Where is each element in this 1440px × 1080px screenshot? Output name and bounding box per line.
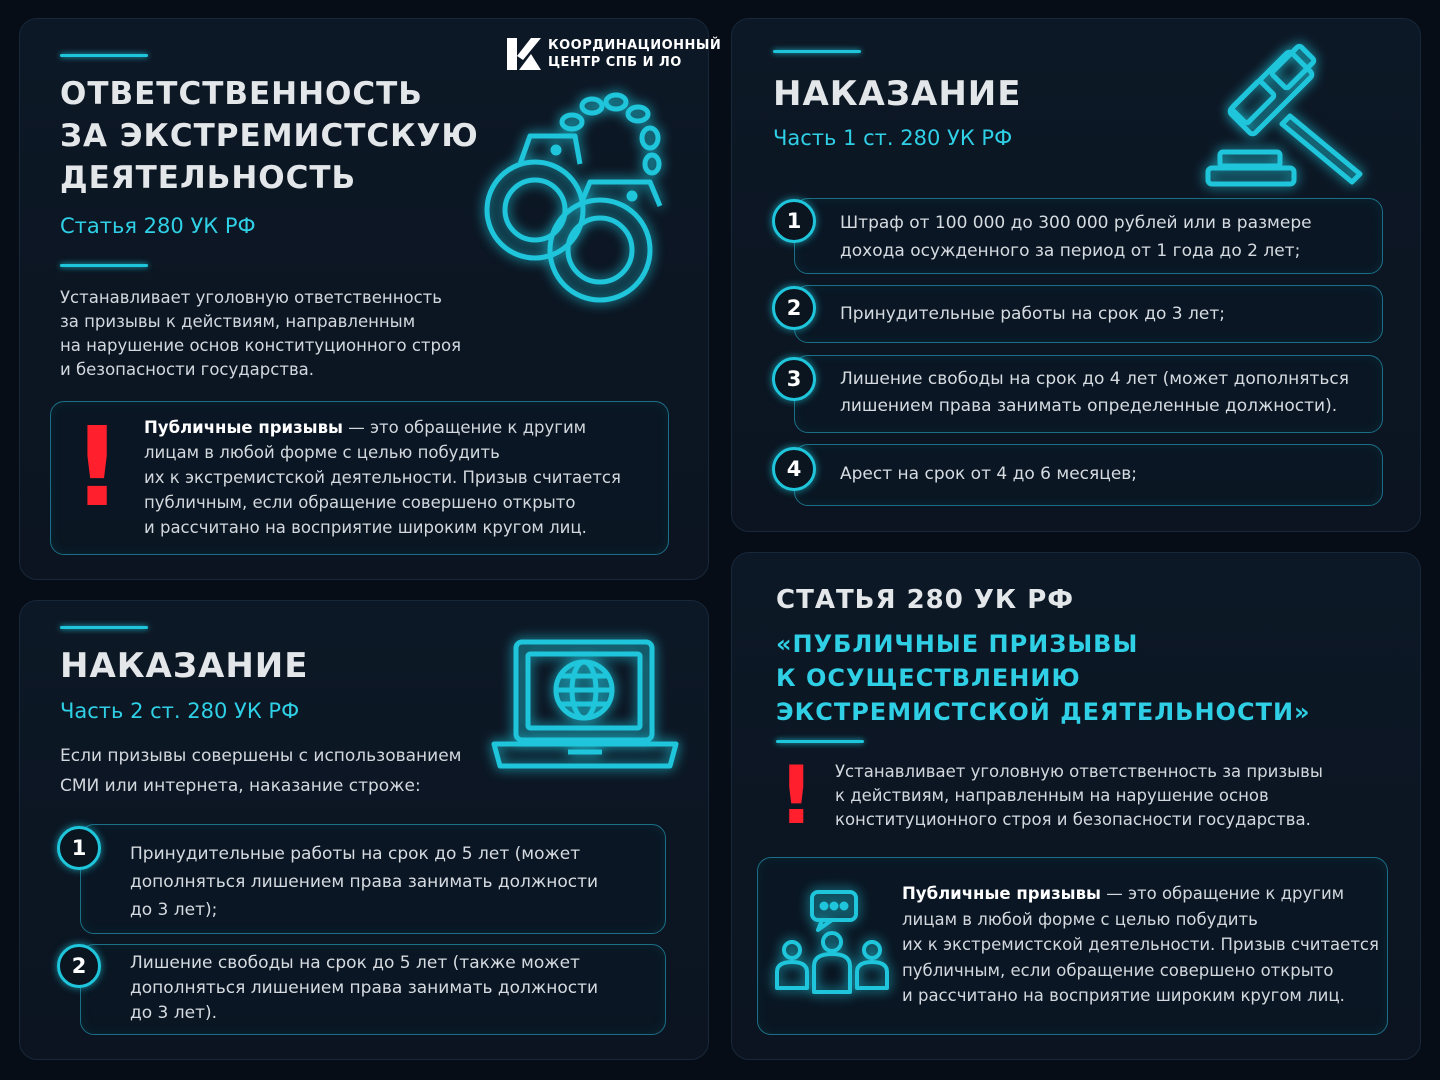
accent-line — [776, 740, 864, 743]
quote-line: К ОСУЩЕСТВЛЕНИЮ — [776, 664, 1081, 692]
internet-description — [60, 741, 462, 801]
accent-line — [60, 54, 148, 57]
gavel-icon — [1202, 42, 1372, 192]
item-text — [840, 460, 1137, 488]
description-line: СМИ или интернета, наказание строже: — [60, 776, 421, 796]
item-line: дополняться лишением права занимать должности — [130, 978, 599, 998]
punishment-title: НАКАЗАНИЕ — [60, 646, 309, 686]
note-line: их к экстремистской деятельности. Призыв считается — [144, 468, 621, 487]
logo-line2: ЦЕНТР СПБ И ЛО — [548, 55, 682, 70]
description-line: и безопасности государства. — [60, 360, 315, 379]
note-line: и рассчитано на восприятие широким кругом лиц. — [902, 986, 1345, 1005]
item-number-badge: 3 — [772, 357, 816, 401]
item-line: дохода осужденного за период от 1 года до 2 лет; — [840, 241, 1301, 261]
note-line1 — [144, 415, 621, 440]
description-line: Если призывы совершены с использованием — [60, 746, 462, 766]
note-bold-term: Публичные призывы — [902, 884, 1101, 903]
item-number-badge: 1 — [57, 826, 101, 870]
punishment-title: НАКАЗАНИЕ — [773, 74, 1022, 114]
handcuffs-icon — [480, 92, 680, 322]
item-number-badge: 2 — [57, 944, 101, 988]
quote-line: ЭКСТРЕМИСТСКОЙ ДЕЯТЕЛЬНОСТИ» — [776, 698, 1311, 726]
description-line: к действиям, направленным на нарушение основ — [835, 786, 1269, 805]
item-text — [840, 366, 1349, 420]
item-number-badge: 2 — [772, 286, 816, 330]
laptop-globe-icon — [490, 636, 680, 776]
item-line: Арест на срок от 4 до 6 месяцев; — [840, 464, 1138, 484]
punishment-subtitle: Часть 1 ст. 280 УК РФ — [773, 126, 1013, 150]
item-number-badge: 1 — [772, 199, 816, 243]
responsibility-description — [60, 286, 461, 382]
people-chat-icon — [774, 888, 890, 998]
article-subtitle: Статья 280 УК РФ — [60, 214, 256, 238]
accent-line — [60, 264, 148, 267]
item-line: Лишение свободы на срок до 4 лет (может дополняться — [840, 369, 1349, 389]
note-line: лицам в любой форме с целью побудить — [144, 443, 500, 462]
public-calls-text — [144, 415, 621, 540]
note-bold-term: Публичные призывы — [144, 418, 343, 437]
note-line: и рассчитано на восприятие широким кругом лиц. — [144, 518, 587, 537]
logo — [505, 36, 725, 76]
item-line: лишением права занимать определенные должности). — [840, 396, 1338, 416]
page-title-line2: ЗА ЭКСТРЕМИСТСКУЮ — [60, 118, 479, 154]
note-line: публичным, если обращение совершено открыто — [902, 960, 1334, 980]
description-line: за призывы к действиям, направленным — [60, 312, 416, 331]
article-title: СТАТЬЯ 280 УК РФ — [776, 585, 1075, 615]
note-line1-rest: — это обращение к другим — [342, 418, 587, 437]
accent-line — [60, 626, 148, 629]
note-line1-rest: — это обращение к другим — [1100, 884, 1345, 903]
item-line: Лишение свободы на срок до 5 лет (также может — [130, 953, 580, 973]
note-line: их к экстремистской деятельности. Призыв считается — [902, 935, 1379, 954]
item-text — [840, 209, 1312, 265]
description-line: Устанавливает уголовную ответственность — [60, 288, 442, 307]
note-line: лицам в любой форме с целью побудить — [902, 909, 1258, 929]
description-line: конституционного строя и безопасности государства. — [835, 810, 1311, 829]
item-line: Принудительные работы на срок до 3 лет; — [840, 304, 1225, 324]
page-title-line1: ОТВЕТСТВЕННОСТЬ — [60, 76, 423, 112]
accent-line — [773, 50, 861, 53]
description-line: на нарушение основ конституционного строя — [60, 336, 461, 355]
item-line: до 3 лет). — [130, 1003, 218, 1023]
article-quote — [776, 627, 1311, 729]
item-line: до 3 лет); — [130, 900, 218, 920]
article-description — [835, 760, 1323, 832]
item-line: Принудительные работы на срок до 5 лет (может — [130, 844, 581, 864]
item-line: дополняться лишением права занимать должности — [130, 872, 599, 892]
item-text — [130, 840, 598, 924]
item-number-badge: 4 — [772, 447, 816, 491]
description-line: Устанавливает уголовную ответственность за призывы — [835, 762, 1323, 781]
quote-line: «ПУБЛИЧНЫЕ ПРИЗЫВЫ — [776, 630, 1139, 658]
punishment-subtitle: Часть 2 ст. 280 УК РФ — [60, 699, 300, 723]
logo-mark-icon — [505, 36, 543, 72]
item-line: Штраф от 100 000 до 300 000 рублей или в размере — [840, 213, 1312, 233]
logo-line1: КООРДИНАЦИОННЫЙ — [548, 38, 722, 53]
warning-exclamation-icon: ! — [778, 749, 815, 842]
item-text — [840, 300, 1225, 328]
page-title-line3: ДЕЯТЕЛЬНОСТЬ — [60, 160, 357, 196]
note-line1 — [902, 881, 1379, 907]
note-line: публичным, если обращение совершено открыто — [144, 493, 576, 512]
warning-exclamation-icon: ! — [72, 403, 123, 531]
public-calls-text — [902, 881, 1379, 1009]
item-text — [130, 951, 598, 1026]
